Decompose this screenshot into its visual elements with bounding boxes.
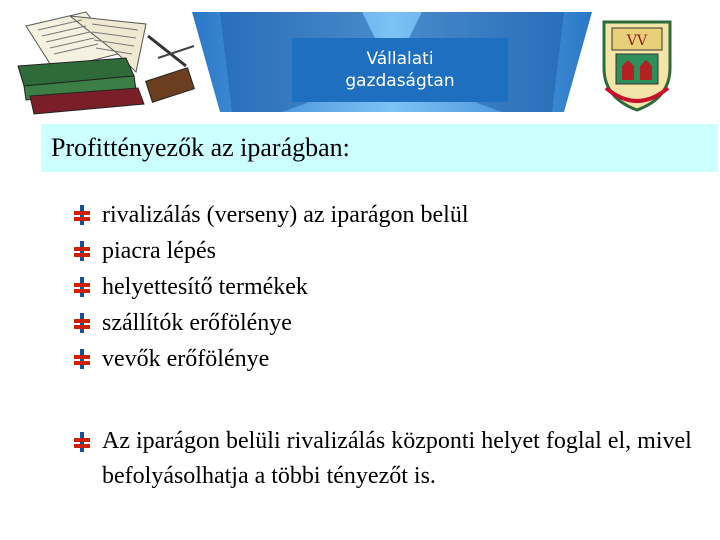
list-item-text: helyettesítő termékek bbox=[102, 273, 308, 300]
list-item-text: rivalizálás (verseny) az iparágon belül bbox=[102, 201, 469, 228]
list-item bbox=[72, 341, 469, 377]
list-item-text: szállítók erőfölénye bbox=[102, 309, 292, 336]
bullet-icon bbox=[72, 239, 96, 263]
list-item bbox=[72, 269, 469, 305]
summary-text: Az iparágon belüli rivalizálás központi helyet foglal el, mivel befolyásolhatja a többi tényezőt is. bbox=[102, 428, 692, 489]
books-stack-icon bbox=[8, 6, 198, 116]
list-item bbox=[72, 305, 469, 341]
bullet-icon bbox=[72, 347, 96, 371]
bullet-icon bbox=[72, 203, 96, 227]
university-crest-icon bbox=[598, 18, 676, 114]
section-heading-band bbox=[41, 124, 718, 172]
summary-paragraph bbox=[72, 424, 712, 494]
title-line-1: Vállalati bbox=[366, 49, 434, 69]
banner-title bbox=[292, 38, 508, 102]
list-item-text: piacra lépés bbox=[102, 237, 216, 264]
factor-list bbox=[72, 197, 469, 377]
bullet-icon bbox=[72, 430, 96, 454]
list-item-text: vevők erőfölénye bbox=[102, 345, 270, 372]
list-item bbox=[72, 233, 469, 269]
title-line-2: gazdaságtan bbox=[345, 71, 455, 91]
bullet-icon bbox=[72, 311, 96, 335]
section-heading: Profittényezők az iparágban: bbox=[51, 133, 350, 162]
list-item bbox=[72, 197, 469, 233]
bullet-icon bbox=[72, 275, 96, 299]
crest-letters: VV bbox=[626, 33, 648, 49]
